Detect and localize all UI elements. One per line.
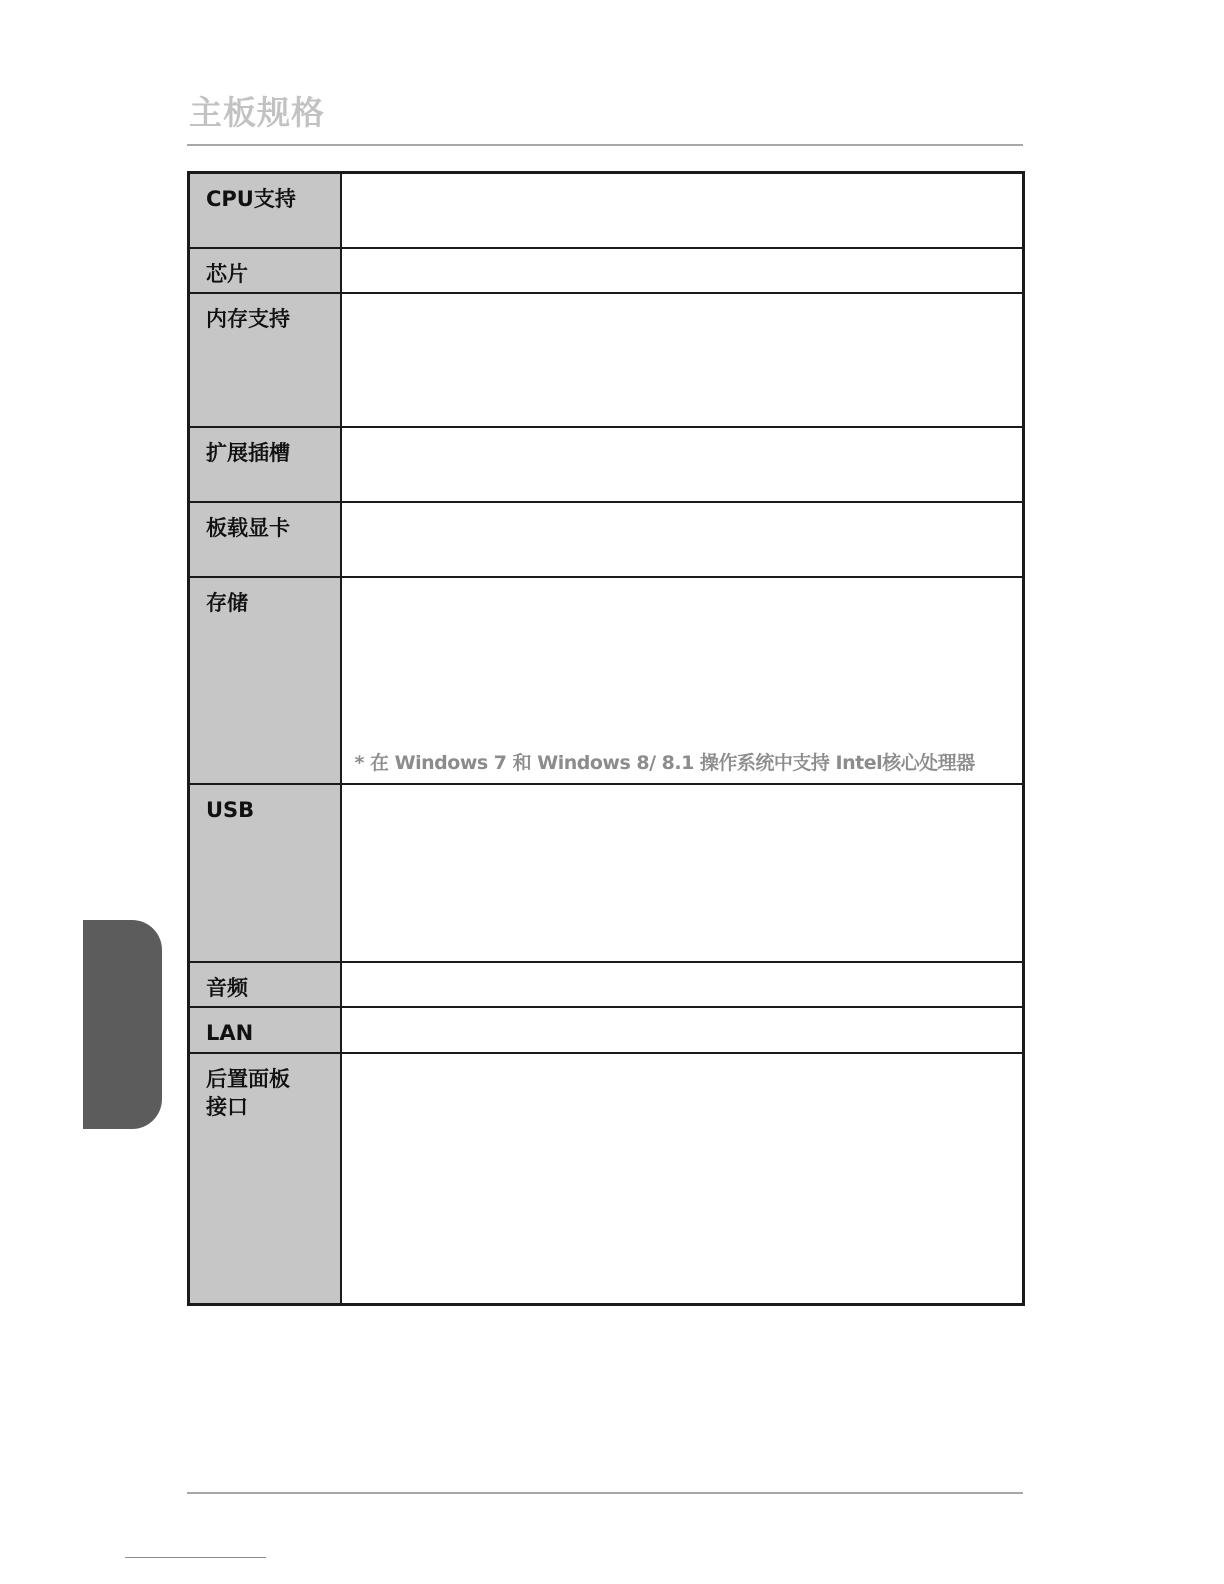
- spec-value-graphics: [341, 502, 1024, 577]
- spec-label-graphics: 板载显卡: [189, 502, 341, 577]
- spec-value-storage: [341, 577, 1024, 784]
- spec-value-expansion: [341, 427, 1024, 502]
- spec-value-usb: [341, 784, 1024, 962]
- spec-row-graphics: [189, 502, 1024, 577]
- spec-label-storage: 存储: [189, 577, 341, 784]
- spec-label-cpu: CPU支持: [189, 173, 341, 248]
- bottom-underline: [125, 1557, 266, 1558]
- spec-value-cpu: [341, 173, 1024, 248]
- spec-label-memory: 内存支持: [189, 293, 341, 427]
- spec-label-audio: 音频: [189, 962, 341, 1007]
- spec-label-usb: USB: [189, 784, 341, 962]
- spec-label-lan: LAN: [189, 1007, 341, 1053]
- spec-label-chipset: 芯片: [189, 248, 341, 293]
- spec-row-storage: [189, 577, 1024, 784]
- spec-value-rear-panel: [341, 1053, 1024, 1305]
- spec-value-lan: [341, 1007, 1024, 1053]
- footer-divider: [187, 1492, 1023, 1494]
- chapter-side-tab: [83, 920, 162, 1129]
- spec-row-rear-panel: [189, 1053, 1024, 1305]
- spec-table: [187, 171, 1025, 1306]
- spec-row-chipset: [189, 248, 1024, 293]
- spec-row-expansion: [189, 427, 1024, 502]
- spec-row-usb: [189, 784, 1024, 962]
- spec-label-expansion: 扩展插槽: [189, 427, 341, 502]
- spec-row-memory: [189, 293, 1024, 427]
- spec-label-rear-panel: 后置面板 接口: [189, 1053, 341, 1305]
- page-title: 主板规格: [189, 93, 325, 132]
- spec-row-cpu: [189, 173, 1024, 248]
- spec-row-audio: [189, 962, 1024, 1007]
- storage-footnote: * 在 Windows 7 和 Windows 8/ 8.1 操作系统中支持 Intel核心处理器: [354, 751, 975, 774]
- spec-value-memory: [341, 293, 1024, 427]
- spec-value-chipset: [341, 248, 1024, 293]
- spec-row-lan: [189, 1007, 1024, 1053]
- spec-value-audio: [341, 962, 1024, 1007]
- title-divider: [187, 144, 1023, 146]
